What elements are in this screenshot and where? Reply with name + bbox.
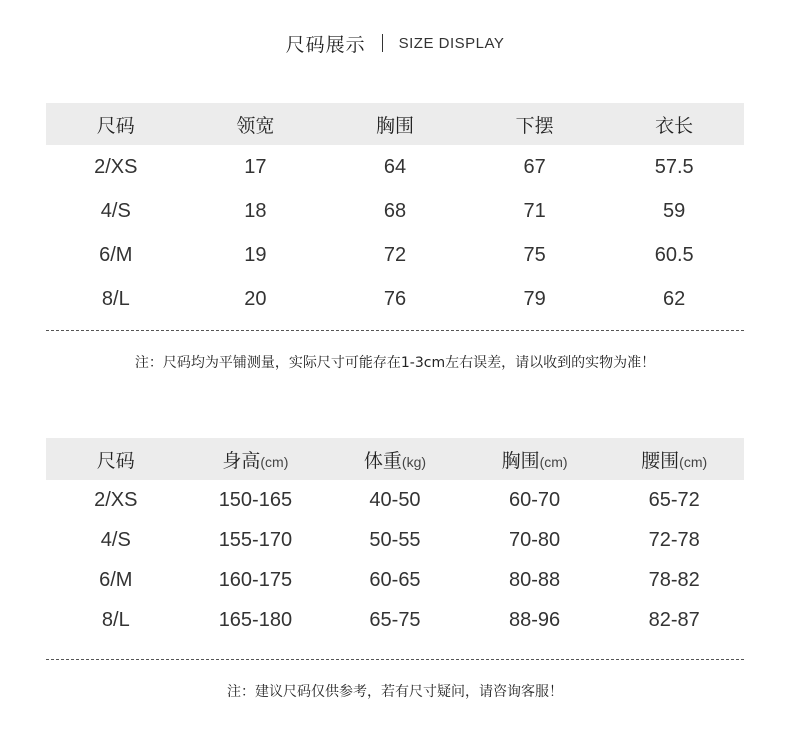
cell-chest: 76 [383,287,407,310]
header-label: 腰围 [641,449,680,472]
cell-waist: 65-72 [648,488,700,511]
header-hem: 下摆 [515,114,554,137]
cell-size: 2/XS [94,488,138,511]
table-row [46,233,744,277]
header-unit: (cm) [260,453,289,470]
dashed-divider [46,659,744,660]
cell-hem: 75 [523,243,546,266]
cell-hem: 71 [523,199,546,222]
body-size-table [46,438,744,640]
cell-collar-width: 18 [244,199,267,222]
garment-size-table [46,103,744,321]
cell-hem: 79 [523,287,546,310]
table-row [46,277,744,321]
cell-height: 160-175 [218,568,293,591]
title-english: SIZE DISPLAY [398,34,505,52]
cell-chest: 70-80 [509,528,561,551]
header-label: 体重 [363,449,402,472]
cell-chest: 80-88 [509,568,561,591]
table-header [46,103,744,145]
cell-collar-width: 17 [244,155,267,178]
cell-length: 60.5 [654,243,694,266]
cell-waist: 82-87 [648,608,700,631]
table-row [46,520,744,560]
header-label: 身高 [222,449,261,472]
title-divider [382,34,383,52]
cell-waist: 72-78 [648,528,700,551]
title-chinese: 尺码展示 [285,33,366,56]
header-length: 衣长 [655,114,694,137]
cell-height: 150-165 [218,488,293,511]
table-row [46,480,744,520]
cell-size: 2/XS [94,155,138,178]
cell-length: 59 [663,199,686,222]
cell-chest: 64 [383,155,407,178]
cell-chest: 88-96 [509,608,561,631]
page-title [0,26,790,60]
cell-collar-width: 19 [244,243,267,266]
table-row [46,560,744,600]
dashed-divider [46,330,744,331]
cell-chest: 68 [383,199,407,222]
cell-size: 6/M [99,568,133,591]
cell-chest: 60-70 [509,488,561,511]
header-size: 尺码 [96,114,135,137]
table-row [46,145,744,189]
cell-weight: 65-75 [369,608,421,631]
cell-size: 4/S [100,528,131,551]
cell-size: 6/M [99,243,133,266]
table-row [46,600,744,640]
cell-size: 4/S [100,199,131,222]
cell-collar-width: 20 [244,287,267,310]
cell-waist: 78-82 [648,568,700,591]
header-unit: (cm) [679,453,708,470]
header-weight [325,446,465,473]
header-unit: (kg) [401,453,427,470]
cell-size: 8/L [101,608,130,631]
cell-length: 62 [663,287,686,310]
measurement-note: 注：尺码均为平铺测量，实际尺寸可能存在1-3cm左右误差，请以收到的实物为准！ [134,355,656,371]
header-chest: 胸围 [375,114,414,137]
header-collar-width: 领宽 [236,114,275,137]
size-advice-note: 注：建议尺码仅供参考，若有尺寸疑问，请咨询客服！ [227,684,563,700]
header-waist [604,446,744,473]
cell-weight: 40-50 [369,488,421,511]
header-unit: (cm) [539,453,568,470]
cell-hem: 67 [523,155,546,178]
header-chest [465,446,605,473]
cell-height: 155-170 [218,528,293,551]
cell-weight: 50-55 [369,528,421,551]
cell-weight: 60-65 [369,568,421,591]
cell-chest: 72 [383,243,407,266]
header-label: 尺码 [96,449,135,472]
header-height [186,446,326,473]
table-row [46,189,744,233]
cell-size: 8/L [101,287,130,310]
table-header [46,438,744,480]
cell-height: 165-180 [218,608,293,631]
cell-length: 57.5 [654,155,694,178]
header-label: 胸围 [501,449,540,472]
header-size [46,446,186,473]
